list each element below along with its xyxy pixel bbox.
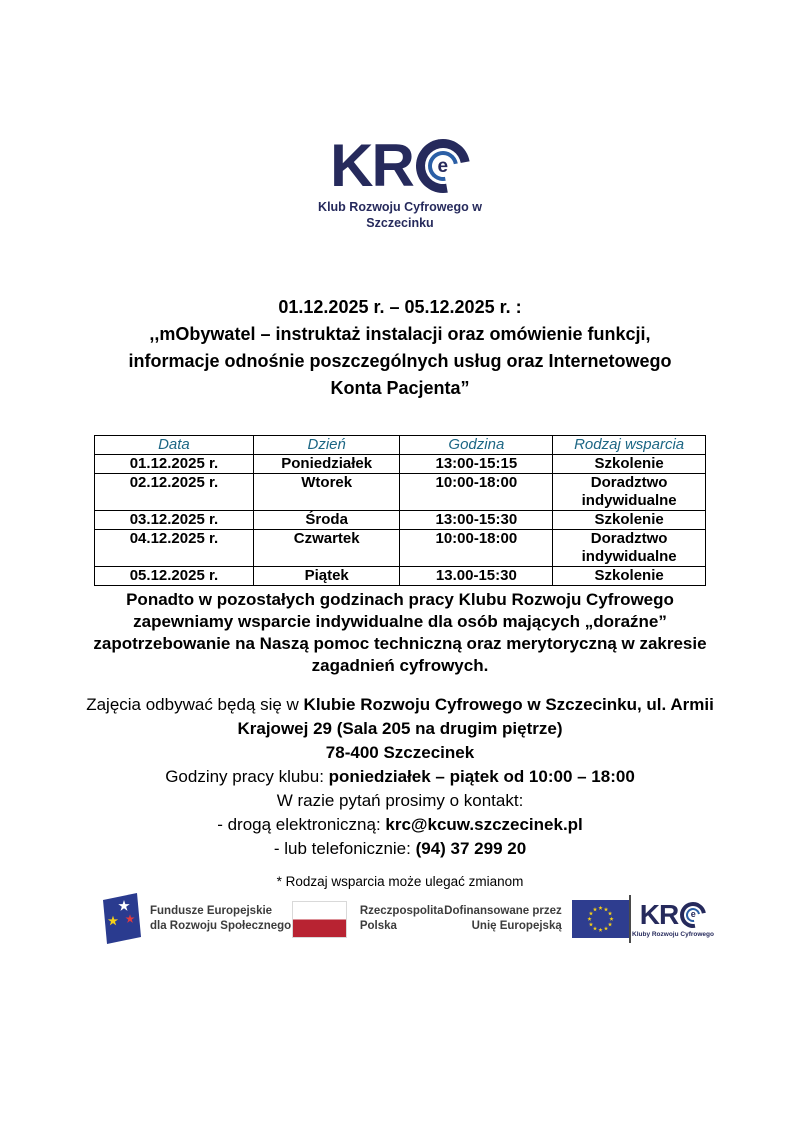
- poland-flag-icon: [292, 901, 347, 938]
- email-line: [0, 813, 800, 837]
- support-type-footnote: * Rodzaj wsparcia może ulegać zmianom: [276, 873, 524, 889]
- eu-flag-icon: [572, 900, 629, 938]
- phone-line: [0, 837, 800, 861]
- cell-support-type: Doradztwo indywidualne: [553, 529, 706, 566]
- krc-c-center-letter: e: [437, 155, 449, 177]
- note-line3: zapotrzebowanie na Naszą pomoc techniczną oraz merytoryczną w zakresie: [93, 633, 707, 653]
- krc-footer-logo-group: [632, 898, 714, 938]
- title-line2: ,,mObywatel – instruktaż instalacji oraz omówienie funkcji,: [149, 323, 651, 344]
- note-line4: zagadnień cyfrowych.: [311, 655, 489, 675]
- cell-day: Środa: [253, 510, 400, 529]
- krc-footer-logo-icon: [639, 898, 706, 930]
- header-rodzaj-wsparcia: Rodzaj wsparcia: [553, 435, 706, 454]
- cell-hours: 13.00-15:30: [400, 566, 553, 585]
- contact-heading: W razie pytań prosimy o kontakt:: [276, 790, 524, 810]
- table-header-row: [95, 435, 706, 454]
- krc-logo-letters: KR: [330, 132, 413, 199]
- postal-city-line: [0, 741, 800, 765]
- additional-support-note: [0, 589, 800, 677]
- title-line4: Konta Pacjenta”: [330, 377, 470, 398]
- cell-support-type: Doradztwo indywidualne: [553, 473, 706, 510]
- krc-footer-letters: KR: [639, 898, 679, 930]
- cell-date: 03.12.2025 r.: [95, 510, 254, 529]
- cell-date: 02.12.2025 r.: [95, 473, 254, 510]
- schedule-table: [94, 435, 706, 586]
- phone-number: (94) 37 299 20: [415, 838, 527, 858]
- cell-date: 01.12.2025 r.: [95, 454, 254, 473]
- cell-support-type: Szkolenie: [553, 454, 706, 473]
- hours-value: poniedziałek – piątek od 10:00 – 18:00: [328, 766, 635, 786]
- table-row: [95, 454, 706, 473]
- krc-subtitle-line1: Klub Rozwoju Cyfrowego w: [318, 200, 482, 214]
- header-dzien: Dzień: [253, 435, 400, 454]
- email-prefix: - drogą elektroniczną:: [217, 814, 386, 834]
- page-title: [0, 294, 800, 402]
- krc-footer-c-mark-icon: [680, 902, 706, 928]
- poland-label-line2: Polska: [359, 920, 397, 932]
- note-line1: Ponadto w pozostałych godzinach pracy Klubu Rozwoju Cyfrowego: [126, 589, 674, 609]
- hours-prefix: Godziny pracy klubu:: [165, 766, 329, 786]
- cell-date: 05.12.2025 r.: [95, 566, 254, 585]
- title-date-range: 01.12.2025 r. – 05.12.2025 r. :: [278, 296, 522, 317]
- cell-hours: 13:00-15:15: [400, 454, 553, 473]
- header-godzina: Godzina: [400, 435, 553, 454]
- poland-flag-group: [292, 901, 444, 938]
- location-line1: [0, 693, 800, 717]
- krc-footer-subtitle: Kluby Rozwoju Cyfrowego: [632, 930, 714, 938]
- location-bold-part2: Krajowej 29 (Sala 205 na drugim piętrze): [237, 718, 563, 738]
- poland-label: [360, 904, 444, 934]
- eu-funding-label: [444, 904, 562, 934]
- eu-funding-group: [444, 900, 629, 938]
- opening-hours-line: [0, 765, 800, 789]
- postal-city: 78-400 Szczecinek: [325, 742, 475, 762]
- cell-day: Poniedziałek: [253, 454, 400, 473]
- eu-funds-label: [150, 904, 291, 934]
- eu-funds-label-line2: dla Rozwoju Społecznego: [150, 920, 292, 932]
- cell-day: Wtorek: [253, 473, 400, 510]
- cell-support-type: Szkolenie: [553, 510, 706, 529]
- footer-logos: [102, 886, 714, 952]
- table-row: [95, 510, 706, 529]
- poland-label-line1: Rzeczpospolita: [359, 905, 444, 918]
- krc-footer-c-center-letter: e: [690, 909, 696, 919]
- title-line3: informacje odnośnie poszczególnych usług oraz Internetowego: [128, 350, 672, 371]
- table-row: [95, 473, 706, 510]
- eu-funding-label-line1: Dofinansowane przez: [444, 905, 562, 918]
- krc-subtitle-line2: Szczecinku: [366, 216, 434, 231]
- note-line2: zapewniamy wsparcie indywidualne dla osób mających „doraźne”: [133, 611, 667, 631]
- table-row: [95, 566, 706, 585]
- table-row: [95, 529, 706, 566]
- location-prefix: Zajęcia odbywać będą się w: [86, 694, 304, 714]
- krc-logo-c-mark-icon: [416, 139, 470, 193]
- eu-funds-label-line1: Fundusze Europejskie: [150, 905, 273, 918]
- phone-prefix: - lub telefonicznie:: [273, 838, 416, 858]
- info-block: [0, 693, 800, 861]
- cell-support-type: Szkolenie: [553, 566, 706, 585]
- krc-logo-subtitle: [0, 199, 800, 232]
- email-address: krc@kcuw.szczecinek.pl: [385, 814, 583, 834]
- cell-hours: 10:00-18:00: [400, 529, 553, 566]
- krc-logo-icon: [330, 132, 470, 199]
- cell-date: 04.12.2025 r.: [95, 529, 254, 566]
- cell-hours: 13:00-15:30: [400, 510, 553, 529]
- eu-funding-label-line2: Unię Europejską: [471, 920, 562, 932]
- cell-day: Czwartek: [253, 529, 400, 566]
- eu-funds-logo-group: [102, 893, 291, 945]
- header-data: Data: [95, 435, 254, 454]
- cell-day: Piątek: [253, 566, 400, 585]
- header-logo-block: [0, 0, 800, 232]
- eu-funds-flag-icon: [102, 893, 142, 945]
- location-line2: [0, 717, 800, 741]
- cell-hours: 10:00-18:00: [400, 473, 553, 510]
- location-bold-part1: Klubie Rozwoju Cyfrowego w Szczecinku, ul. Armii: [303, 694, 714, 714]
